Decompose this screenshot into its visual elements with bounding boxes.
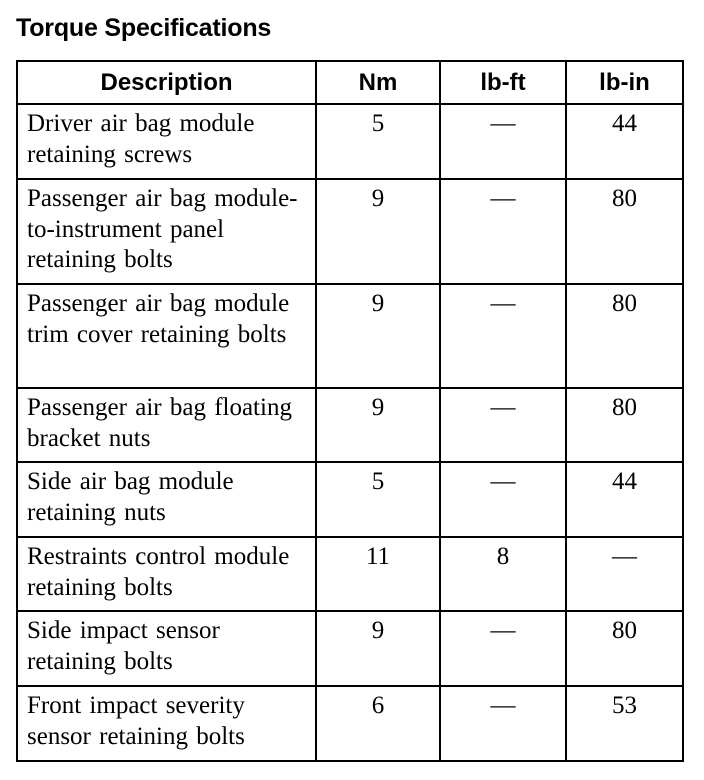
column-header-lb-in: lb-in — [566, 61, 683, 104]
lb-in-cell: — — [566, 537, 683, 611]
nm-cell: 5 — [316, 104, 440, 179]
lb-in-cell: 53 — [566, 686, 683, 761]
description-cell: Passenger air bag floating bracket nuts — [17, 388, 316, 462]
table-row — [17, 537, 683, 611]
lb-ft-cell: — — [440, 179, 566, 284]
table-row — [17, 284, 683, 388]
torque-spec-table — [16, 60, 684, 762]
description-cell: Passenger air bag module trim cover retaining bolts — [17, 284, 316, 388]
nm-cell: 6 — [316, 686, 440, 761]
lb-ft-cell: — — [440, 284, 566, 388]
table-row — [17, 611, 683, 686]
column-header-lb-ft: lb-ft — [440, 61, 566, 104]
nm-cell: 9 — [316, 179, 440, 284]
lb-ft-cell: — — [440, 388, 566, 462]
description-cell: Passenger air bag module-to-instrument panel retaining bolts — [17, 179, 316, 284]
nm-cell: 5 — [316, 462, 440, 537]
description-cell: Side air bag module retaining nuts — [17, 462, 316, 537]
table-header-row — [17, 61, 683, 104]
nm-cell: 11 — [316, 537, 440, 611]
lb-in-cell: 44 — [566, 462, 683, 537]
table-row — [17, 686, 683, 761]
table-row — [17, 462, 683, 537]
nm-cell: 9 — [316, 388, 440, 462]
lb-ft-cell: — — [440, 686, 566, 761]
description-cell: Front impact severity sensor retaining bolts — [17, 686, 316, 761]
page-title: Torque Specifications — [16, 14, 272, 42]
lb-in-cell: 80 — [566, 179, 683, 284]
table-row — [17, 179, 683, 284]
nm-cell: 9 — [316, 611, 440, 686]
column-header-description: Description — [17, 61, 316, 104]
description-cell: Driver air bag module retaining screws — [17, 104, 316, 179]
table-row — [17, 388, 683, 462]
lb-in-cell: 80 — [566, 388, 683, 462]
lb-ft-cell: 8 — [440, 537, 566, 611]
nm-cell: 9 — [316, 284, 440, 388]
description-cell: Restraints control module retaining bolts — [17, 537, 316, 611]
column-header-nm: Nm — [316, 61, 440, 104]
lb-ft-cell: — — [440, 104, 566, 179]
description-cell: Side impact sensor retaining bolts — [17, 611, 316, 686]
table-row — [17, 104, 683, 179]
lb-ft-cell: — — [440, 611, 566, 686]
lb-in-cell: 44 — [566, 104, 683, 179]
lb-in-cell: 80 — [566, 611, 683, 686]
lb-ft-cell: — — [440, 462, 566, 537]
lb-in-cell: 80 — [566, 284, 683, 388]
